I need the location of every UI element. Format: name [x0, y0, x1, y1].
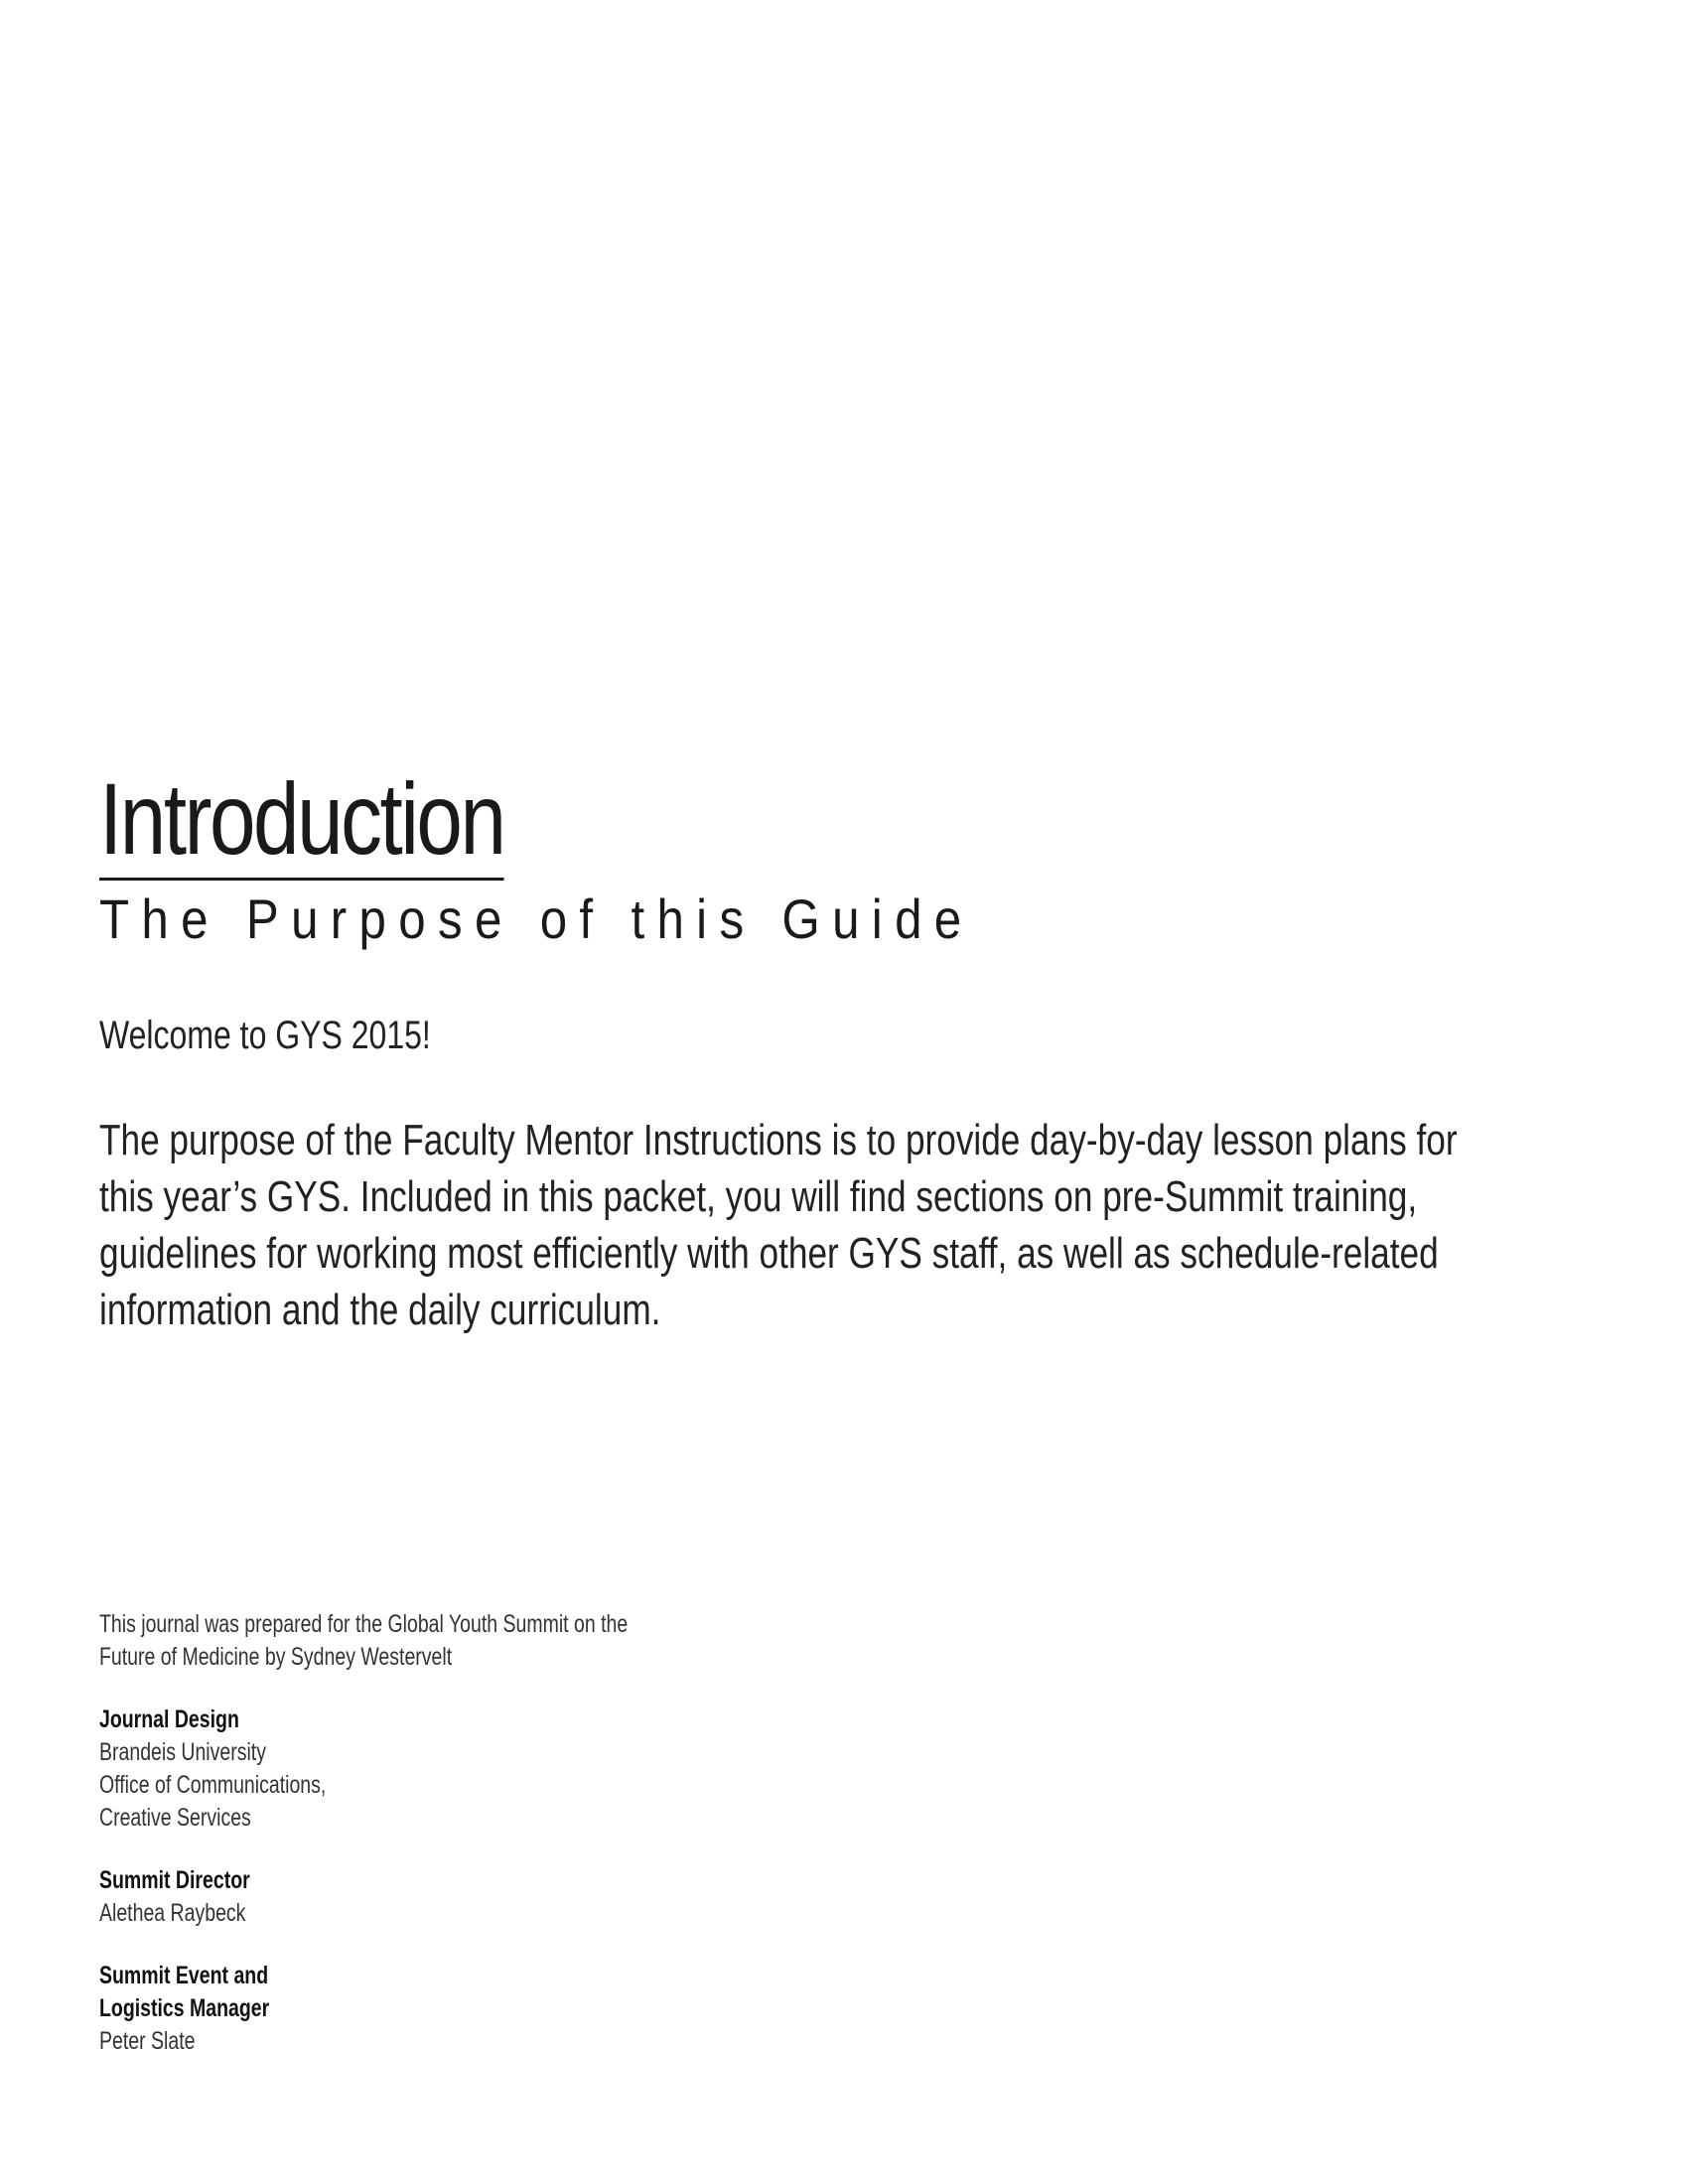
purpose-line: guidelines for working most efficiently with other GYS staff, as well as schedule-related — [99, 1229, 1439, 1278]
purpose-paragraph — [99, 1112, 1529, 1338]
purpose-line: information and the daily curriculum. — [99, 1286, 661, 1334]
credit-value: Creative Services — [99, 1804, 251, 1832]
credit-journal-design — [99, 1704, 796, 1835]
credit-event-manager — [99, 1960, 796, 2058]
prepared-by-line: Future of Medicine by Sydney Westervelt — [99, 1643, 453, 1671]
welcome-text: Welcome to GYS 2015! — [99, 1014, 431, 1057]
credit-role: Summit Director — [99, 1866, 250, 1894]
prepared-by-note — [99, 1608, 796, 1674]
credit-summit-director — [99, 1864, 796, 1930]
purpose-line: this year’s GYS. Included in this packet, you will find sections on pre-Summit training, — [99, 1172, 1418, 1221]
heading-block — [99, 764, 1489, 952]
credit-value: Alethea Raybeck — [99, 1899, 246, 1927]
credit-value: Office of Communications, — [99, 1771, 327, 1799]
prepared-by-line: This journal was prepared for the Global Youth Summit on the — [99, 1610, 629, 1638]
credit-value: Peter Slate — [99, 2027, 196, 2055]
credit-value: Brandeis University — [99, 1738, 266, 1766]
page-title: Introduction — [99, 764, 504, 881]
credit-role: Summit Event and — [99, 1962, 269, 1989]
page-subtitle: The Purpose of this Guide — [99, 887, 974, 950]
credit-role: Journal Design — [99, 1706, 239, 1733]
credit-role: Logistics Manager — [99, 1994, 270, 2022]
credits-section — [99, 1608, 796, 2058]
purpose-line: The purpose of the Faculty Mentor Instructions is to provide day-by-day lesson plans for — [99, 1116, 1458, 1164]
